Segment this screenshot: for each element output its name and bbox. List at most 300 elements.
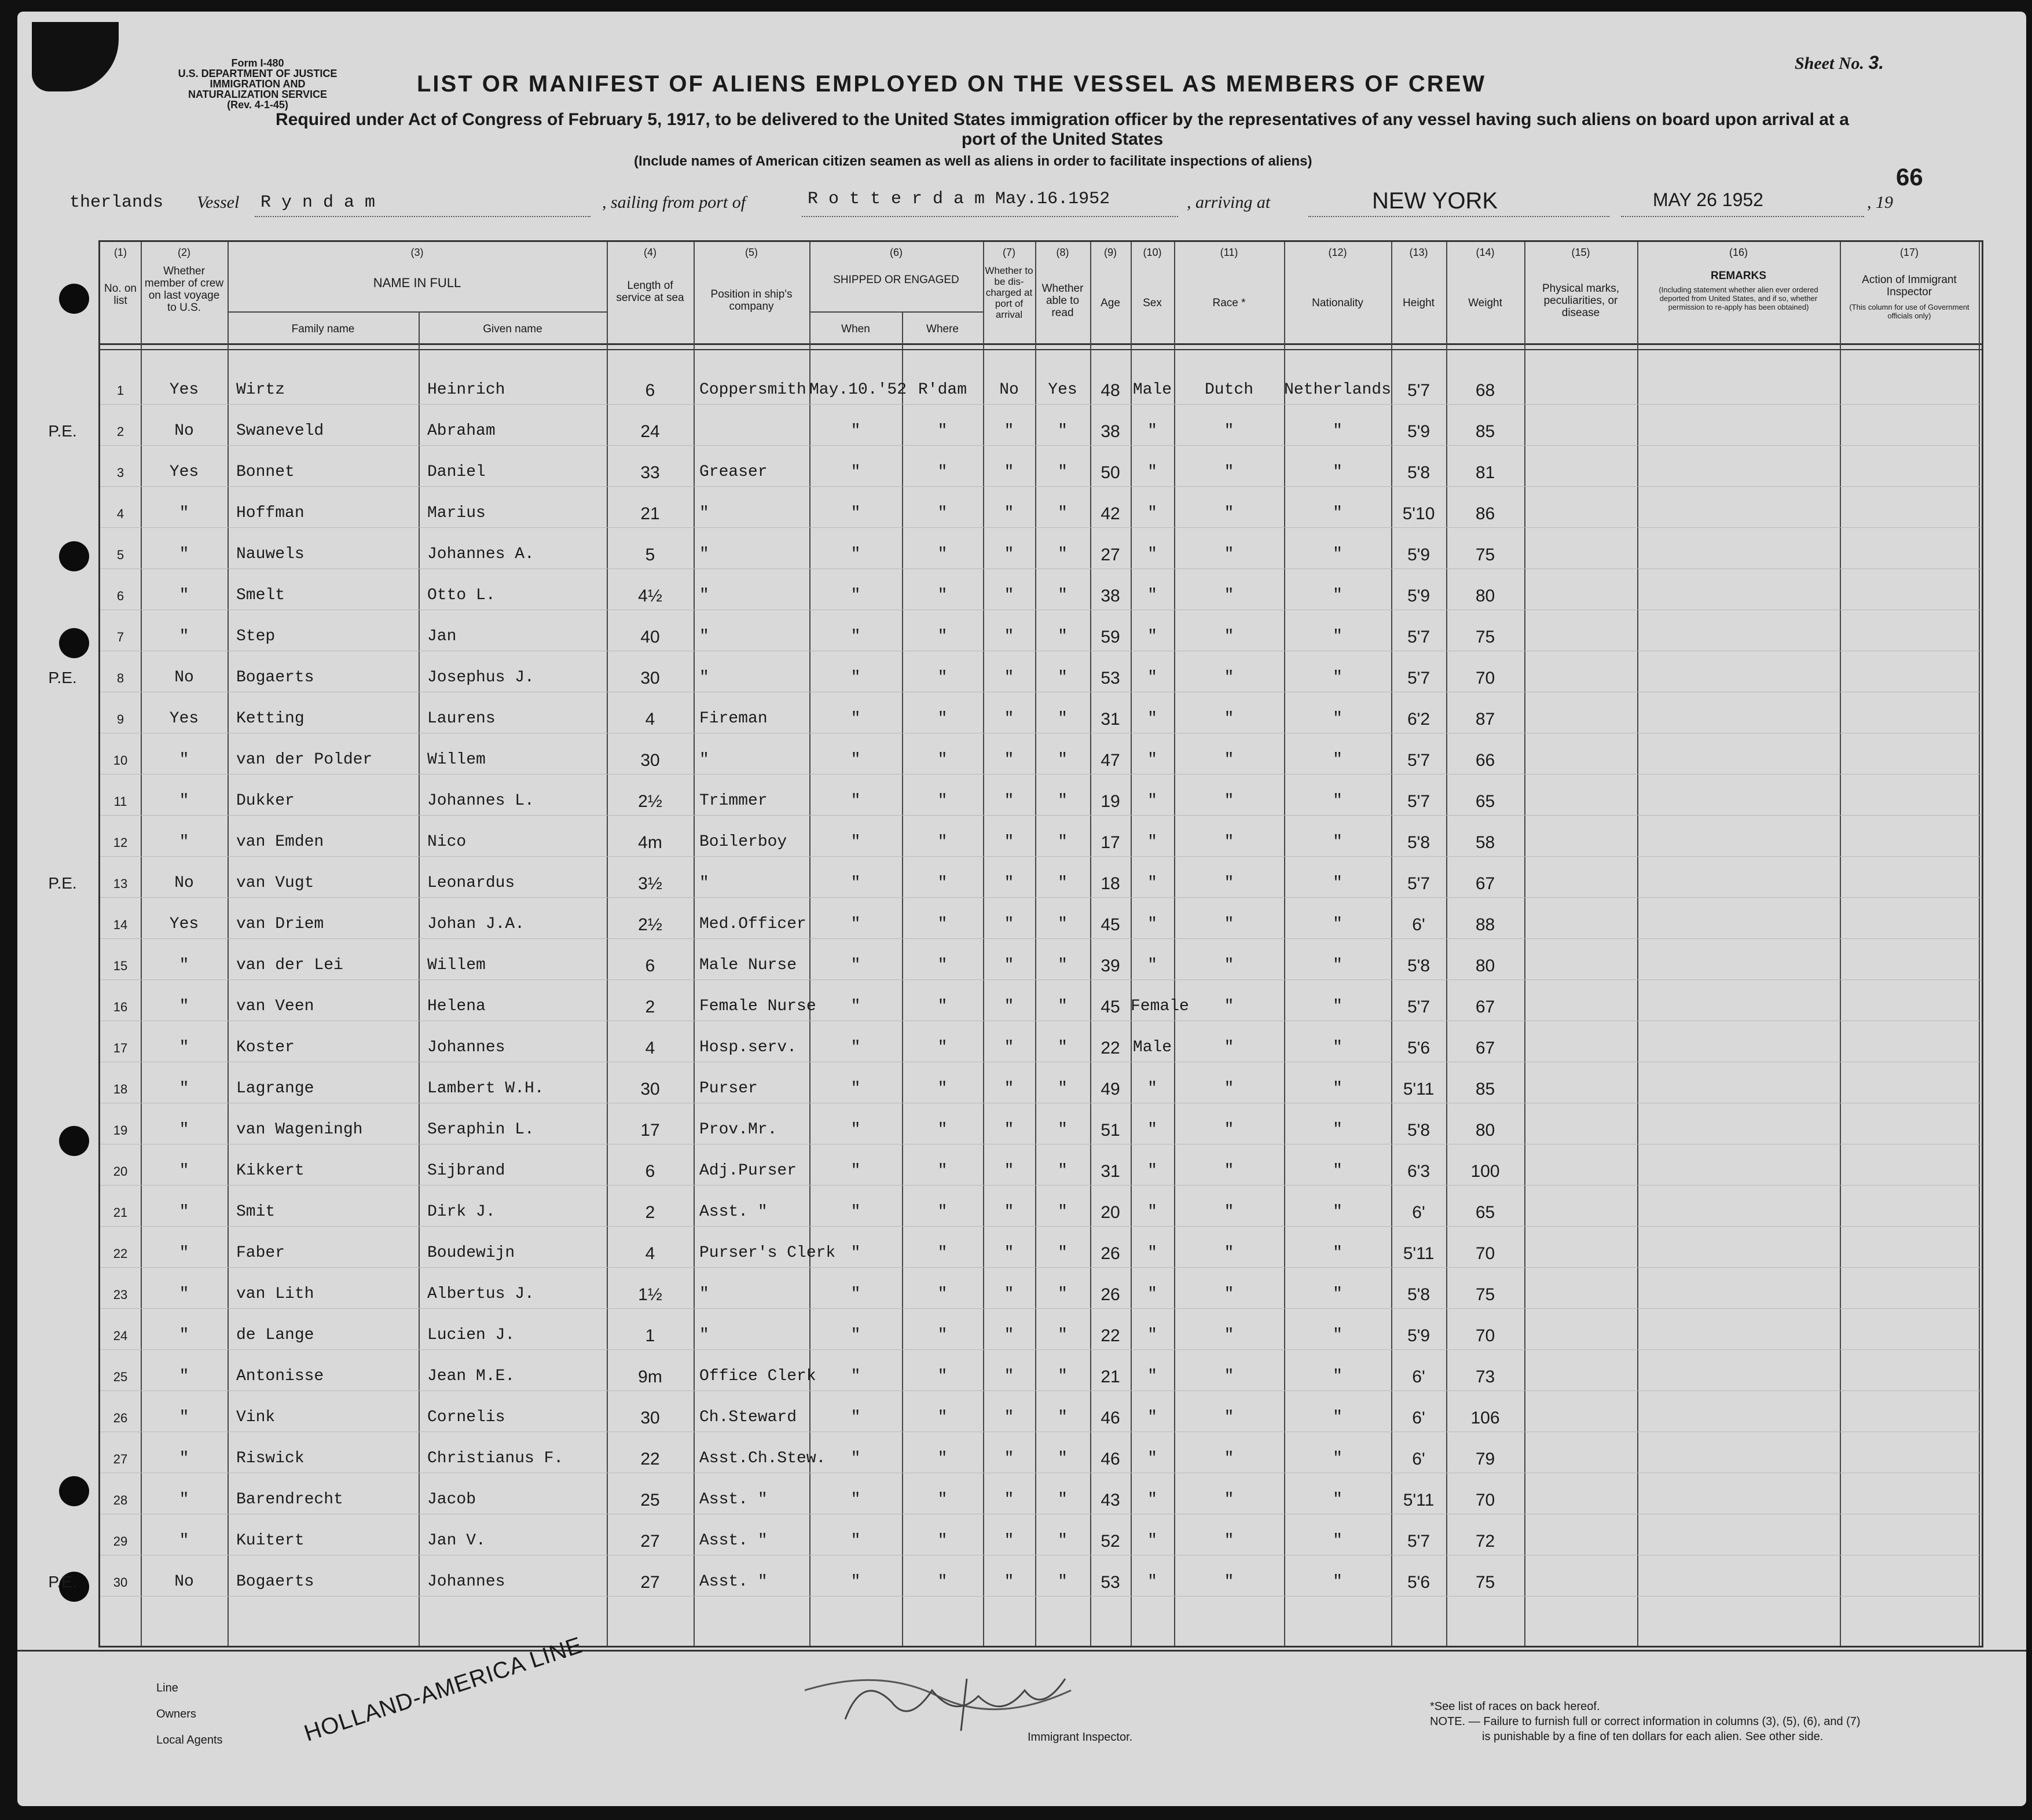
cell-family: Kuitert — [236, 1532, 305, 1550]
cell-age: 19 — [1101, 792, 1120, 811]
cell-sex: " — [1147, 586, 1157, 604]
cell-crew: Yes — [169, 381, 199, 399]
cell-height: 5'7 — [1407, 751, 1431, 770]
cell-weight: 80 — [1475, 586, 1495, 606]
cell-mark: P.E. — [48, 1573, 77, 1591]
cell-race: " — [1224, 956, 1234, 974]
cell-given: Nico — [427, 833, 467, 851]
cell-age: 27 — [1101, 545, 1120, 564]
cell-weight: 75 — [1475, 545, 1495, 564]
header-remarks-note: (Including statement whether alien ever ordered deported from United States, and if so, whether permission to re-apply has been obtained) — [1659, 285, 1818, 311]
cell-nat: " — [1333, 1450, 1343, 1467]
cell-position: Asst. " — [699, 1573, 768, 1591]
cell-height: 5'8 — [1407, 1121, 1431, 1140]
cell-weight: 106 — [1470, 1408, 1500, 1428]
row-rule — [100, 1267, 1982, 1268]
cell-where: " — [937, 1450, 948, 1467]
cell-nat: " — [1333, 1573, 1343, 1591]
cell-disch: " — [1004, 956, 1014, 974]
cell-where: " — [937, 833, 948, 851]
cell-position: Asst. " — [699, 1203, 768, 1221]
cell-given: Jan V. — [427, 1532, 486, 1550]
cell-where: " — [937, 1162, 948, 1180]
cell-given: Josephus J. — [427, 669, 534, 687]
row-rule — [100, 815, 1982, 816]
header-no-on-list: No. on list — [104, 282, 137, 307]
cell-no: 25 — [113, 1370, 128, 1384]
cell-family: van Lith — [236, 1285, 314, 1303]
cell-when: " — [850, 1573, 861, 1591]
cell-given: Jan — [427, 628, 457, 645]
cell-when: " — [850, 504, 861, 522]
cell-crew: Yes — [169, 463, 199, 481]
cell-disch: " — [1004, 586, 1014, 604]
cell-when: " — [850, 1491, 861, 1509]
cell-age: 49 — [1101, 1080, 1120, 1099]
cell-family: Kikkert — [236, 1162, 305, 1180]
colnum-1: (1) — [114, 247, 127, 258]
cell-family: Step — [236, 628, 276, 645]
cell-family: Smit — [236, 1203, 276, 1221]
cell-crew: No — [174, 669, 194, 687]
header-where: Where — [926, 323, 959, 335]
cell-weight: 72 — [1475, 1532, 1495, 1551]
inspector-signature — [793, 1656, 1140, 1737]
cell-given: Heinrich — [427, 381, 505, 399]
cell-where: " — [937, 628, 948, 645]
cell-read: " — [1058, 874, 1068, 892]
year-label: , 19 — [1867, 193, 1893, 212]
cell-crew: No — [174, 422, 194, 440]
cell-nat: Netherlands — [1284, 381, 1391, 399]
cell-service: 21 — [640, 504, 660, 523]
cell-family: Lagrange — [236, 1080, 314, 1098]
cell-crew: " — [179, 956, 189, 974]
cell-disch: " — [1004, 1162, 1014, 1180]
cell-where: " — [937, 1121, 948, 1139]
cell-service: 33 — [640, 463, 660, 482]
cell-sex: " — [1147, 956, 1157, 974]
cell-crew: " — [179, 1244, 189, 1262]
cell-read: " — [1058, 1285, 1068, 1303]
cell-age: 20 — [1101, 1203, 1120, 1222]
cell-disch: " — [1004, 1367, 1014, 1385]
cell-no: 10 — [113, 753, 128, 768]
cell-nat: " — [1333, 586, 1343, 604]
cell-weight: 81 — [1475, 463, 1495, 482]
cell-when: " — [850, 422, 861, 440]
cell-no: 19 — [113, 1123, 128, 1138]
cell-where: " — [937, 1039, 948, 1056]
cell-disch: " — [1004, 1450, 1014, 1467]
cell-nat: " — [1333, 1532, 1343, 1550]
cell-weight: 70 — [1475, 1326, 1495, 1345]
cell-when: " — [850, 1244, 861, 1262]
cell-read: " — [1058, 1450, 1068, 1467]
cell-crew: " — [179, 997, 189, 1015]
cell-when: " — [850, 1285, 861, 1303]
header-remarks: REMARKS — [1710, 270, 1767, 282]
cell-where: " — [937, 1573, 948, 1591]
cell-age: 42 — [1101, 504, 1120, 523]
cell-no: 26 — [113, 1411, 128, 1425]
cell-no: 24 — [113, 1329, 128, 1343]
cell-crew: " — [179, 1450, 189, 1467]
cell-mark: P.E. — [48, 422, 77, 440]
cell-race: Dutch — [1204, 381, 1253, 399]
cell-position: Office Clerk — [699, 1367, 816, 1385]
row-rule — [100, 1226, 1982, 1227]
cell-crew: Yes — [169, 710, 199, 728]
cell-when: " — [850, 1080, 861, 1098]
cell-height: 5'9 — [1407, 586, 1431, 606]
cell-crew: " — [179, 1367, 189, 1385]
cell-race: " — [1224, 545, 1234, 563]
cell-family: Barendrecht — [236, 1491, 343, 1509]
cell-when: " — [850, 1203, 861, 1221]
arriving-label: , arriving at — [1187, 193, 1271, 212]
cell-race: " — [1224, 1162, 1234, 1180]
cell-race: " — [1224, 1285, 1234, 1303]
cell-service: 22 — [640, 1450, 660, 1469]
form-service: IMMIGRATION AND NATURALIZATION SERVICE — [188, 78, 327, 100]
cell-nat: " — [1333, 751, 1343, 769]
cell-sex: " — [1147, 874, 1157, 892]
cell-when: " — [850, 956, 861, 974]
cell-no: 16 — [113, 1000, 128, 1014]
cell-no: 18 — [113, 1082, 128, 1096]
cell-when: " — [850, 833, 861, 851]
cell-no: 28 — [113, 1493, 128, 1507]
cell-race: " — [1224, 1326, 1234, 1344]
form-id: Form I-480 — [231, 57, 284, 69]
cell-when: " — [850, 1039, 861, 1056]
cell-disch: " — [1004, 792, 1014, 810]
cell-where: " — [937, 1326, 948, 1344]
cell-position: " — [699, 669, 709, 687]
punch-hole — [59, 1476, 89, 1506]
cell-disch: " — [1004, 1285, 1014, 1303]
cell-when: " — [850, 710, 861, 728]
cell-disch: No — [999, 381, 1019, 399]
cell-where: " — [937, 1408, 948, 1426]
cell-disch: " — [1004, 751, 1014, 769]
cell-height: 6' — [1412, 1203, 1425, 1222]
sailing-label: , sailing from port of — [602, 193, 746, 212]
header-discharged: Whether to be dis-charged at port of arrival — [985, 265, 1033, 320]
cell-where: " — [937, 710, 948, 728]
cell-weight: 85 — [1475, 422, 1495, 441]
colnum-12: (12) — [1328, 247, 1347, 258]
cell-service: 5 — [645, 545, 655, 564]
cell-service: 6 — [645, 381, 655, 400]
form-dept: U.S. DEPARTMENT OF JUSTICE — [178, 68, 338, 79]
cell-where: " — [937, 751, 948, 769]
cell-disch: " — [1004, 422, 1014, 440]
cell-age: 50 — [1101, 463, 1120, 482]
cell-no: 29 — [113, 1534, 128, 1549]
header-inspector-note: (This column for use of Government officials only) — [1849, 303, 1969, 320]
cell-age: 51 — [1101, 1121, 1120, 1140]
cell-where: " — [937, 1285, 948, 1303]
cell-position: Boilerboy — [699, 833, 787, 851]
vessel-name: R y n d a m — [261, 193, 376, 212]
subtitle-2: port of the United States — [961, 130, 1164, 149]
cell-service: 4m — [638, 833, 662, 852]
cell-age: 45 — [1101, 915, 1120, 934]
cell-given: Albertus J. — [427, 1285, 534, 1303]
cell-read: " — [1058, 1491, 1068, 1509]
page-number: 66 — [1896, 163, 1923, 190]
cell-age: 31 — [1101, 1162, 1120, 1181]
cell-nat: " — [1333, 1367, 1343, 1385]
cell-position: Female Nurse — [699, 997, 816, 1015]
cell-nat: " — [1333, 1285, 1343, 1303]
cell-position: " — [699, 586, 709, 604]
cell-crew: " — [179, 1408, 189, 1426]
cell-family: van der Lei — [236, 956, 343, 974]
cell-weight: 70 — [1475, 1244, 1495, 1263]
cell-age: 53 — [1101, 1573, 1120, 1592]
cell-nat: " — [1333, 1491, 1343, 1509]
cell-read: " — [1058, 710, 1068, 728]
cell-when: May.10.'52 — [809, 381, 907, 399]
cell-no: 20 — [113, 1164, 128, 1179]
cell-age: 48 — [1101, 381, 1120, 400]
cell-nat: " — [1333, 956, 1343, 974]
cell-sex: " — [1147, 1326, 1157, 1344]
cell-disch: " — [1004, 833, 1014, 851]
cell-race: " — [1224, 1367, 1234, 1385]
cell-weight: 75 — [1475, 1573, 1495, 1592]
row-rule — [100, 979, 1982, 980]
cell-race: " — [1224, 1491, 1234, 1509]
cell-read: " — [1058, 915, 1068, 933]
cell-nat: " — [1333, 792, 1343, 810]
cell-family: van Veen — [236, 997, 314, 1015]
colnum-14: (14) — [1476, 247, 1495, 258]
cell-family: Hoffman — [236, 504, 305, 522]
punch-hole — [59, 628, 89, 658]
cell-no: 12 — [113, 835, 128, 850]
header-physical-marks: Physical marks, peculiarities, or disease — [1542, 282, 1620, 319]
cell-age: 43 — [1101, 1491, 1120, 1510]
cell-age: 21 — [1101, 1367, 1120, 1386]
header-sex: Sex — [1143, 297, 1162, 309]
cell-nat: " — [1333, 874, 1343, 892]
cell-sex: " — [1147, 1408, 1157, 1426]
cell-race: " — [1224, 504, 1234, 522]
cell-family: Antonisse — [236, 1367, 324, 1385]
cell-sex: " — [1147, 710, 1157, 728]
cell-disch: " — [1004, 1408, 1014, 1426]
cell-age: 53 — [1101, 669, 1120, 688]
cell-position: " — [699, 628, 709, 645]
cell-given: Dirk J. — [427, 1203, 496, 1221]
cell-position: Med.Officer — [699, 915, 806, 933]
cell-no: 2 — [116, 424, 124, 439]
cell-height: 5'7 — [1407, 669, 1431, 688]
cell-race: " — [1224, 1203, 1234, 1221]
cell-read: " — [1058, 422, 1068, 440]
row-rule — [100, 774, 1982, 775]
cell-family: Wirtz — [236, 381, 285, 399]
row-rule — [100, 1596, 1982, 1597]
cell-no: 11 — [113, 794, 127, 809]
cell-position: " — [699, 1285, 709, 1303]
cell-read: " — [1058, 1121, 1068, 1139]
subtitle-1: Required under Act of Congress of February 5, 1917, to be delivered to the United States immigration officer by the representatives of any vessel having such aliens on board upon arrival at a — [276, 110, 1849, 129]
cell-read: Yes — [1048, 381, 1077, 399]
cell-disch: " — [1004, 669, 1014, 687]
cell-nat: " — [1333, 997, 1343, 1015]
cell-read: " — [1058, 669, 1068, 687]
crew-table — [48, 240, 1983, 1647]
cell-position: Trimmer — [699, 792, 768, 810]
cell-read: " — [1058, 545, 1068, 563]
cell-height: 5'7 — [1407, 792, 1431, 811]
colnum-4: (4) — [644, 247, 656, 258]
cell-when: " — [850, 463, 861, 481]
cell-crew: " — [179, 833, 189, 851]
cell-position: " — [699, 874, 709, 892]
colnum-10: (10) — [1143, 247, 1162, 258]
cell-position: Asst. " — [699, 1491, 768, 1509]
header-crew-last-voyage: Whether member of crew on last voyage to U.S. — [144, 265, 224, 314]
cell-given: Helena — [427, 997, 486, 1015]
cell-height: 5'8 — [1407, 956, 1431, 975]
cell-family: Koster — [236, 1039, 295, 1056]
cell-service: 6 — [645, 1162, 655, 1181]
cell-weight: 66 — [1475, 751, 1495, 770]
header-family-name: Family name — [291, 323, 355, 335]
row-rule — [100, 404, 1982, 405]
subtitle-3: (Include names of American citizen seamen as well as aliens in order to facilitate inspections of aliens) — [634, 153, 1312, 169]
cell-read: " — [1058, 1326, 1068, 1344]
cell-where: " — [937, 997, 948, 1015]
cell-crew: " — [179, 1532, 189, 1550]
cell-given: Christianus F. — [427, 1450, 564, 1467]
cell-age: 46 — [1101, 1450, 1120, 1469]
cell-disch: " — [1004, 504, 1014, 522]
cell-disch: " — [1004, 1573, 1014, 1591]
colnum-9: (9) — [1104, 247, 1117, 258]
cell-sex: " — [1147, 833, 1157, 851]
cell-position: Asst.Ch.Stew. — [699, 1450, 826, 1467]
header-age: Age — [1101, 297, 1120, 309]
cell-family: Nauwels — [236, 545, 305, 563]
cell-where: " — [937, 915, 948, 933]
cell-no: 9 — [116, 712, 124, 726]
cell-sex: " — [1147, 1285, 1157, 1303]
cell-position: Coppersmith — [699, 381, 806, 399]
cell-nat: " — [1333, 1121, 1343, 1139]
cell-position: Purser's Clerk — [699, 1244, 836, 1262]
inspector-label: Immigrant Inspector. — [1028, 1731, 1133, 1744]
cell-service: 27 — [640, 1532, 660, 1551]
cell-position: " — [699, 545, 709, 563]
name-divider — [228, 311, 607, 313]
row-rule — [100, 527, 1982, 528]
cell-nat: " — [1333, 710, 1343, 728]
cell-crew: " — [179, 1162, 189, 1180]
cell-service: 3½ — [638, 874, 662, 893]
cell-sex: " — [1147, 422, 1157, 440]
cell-read: " — [1058, 463, 1068, 481]
cell-sex: " — [1147, 1162, 1157, 1180]
cell-service: 30 — [640, 669, 660, 688]
cell-race: " — [1224, 833, 1234, 851]
cell-crew: No — [174, 1573, 194, 1591]
cell-height: 5'11 — [1403, 1080, 1435, 1099]
colnum-13: (13) — [1409, 247, 1428, 258]
header-shipped-engaged: SHIPPED OR ENGAGED — [833, 274, 959, 286]
cell-service: 27 — [640, 1573, 660, 1592]
cell-height: 5'7 — [1407, 1532, 1431, 1551]
cell-crew: " — [179, 586, 189, 604]
cell-nat: " — [1333, 915, 1343, 933]
header-given-name: Given name — [483, 323, 542, 335]
cell-given: Seraphin L. — [427, 1121, 534, 1139]
cell-read: " — [1058, 956, 1068, 974]
cell-when: " — [850, 586, 861, 604]
cell-disch: " — [1004, 545, 1014, 563]
cell-where: " — [937, 545, 948, 563]
cell-where: " — [937, 1080, 948, 1098]
cell-crew: " — [179, 628, 189, 645]
cell-race: " — [1224, 1244, 1234, 1262]
cell-no: 22 — [113, 1246, 128, 1261]
cell-crew: No — [174, 874, 194, 892]
cell-given: Lucien J. — [427, 1326, 515, 1344]
cell-weight: 65 — [1475, 792, 1495, 811]
cell-family: van der Polder — [236, 751, 373, 769]
cell-weight: 100 — [1470, 1162, 1500, 1181]
cell-race: " — [1224, 792, 1234, 810]
sheet-label: Sheet No. — [1795, 54, 1864, 73]
form-rev: (Rev. 4-1-45) — [227, 99, 288, 111]
cell-height: 6' — [1412, 1367, 1425, 1386]
torn-corner — [32, 22, 119, 91]
cell-read: " — [1058, 751, 1068, 769]
cell-sex: Male — [1132, 1039, 1172, 1056]
cell-given: Johannes A. — [427, 545, 534, 563]
cell-given: Otto L. — [427, 586, 496, 604]
cell-height: 6' — [1412, 915, 1425, 934]
cell-sex: " — [1147, 463, 1157, 481]
header-position: Position in ship's company — [710, 288, 793, 313]
cell-where: " — [937, 792, 948, 810]
cell-sex: " — [1147, 1203, 1157, 1221]
cell-weight: 70 — [1475, 1491, 1495, 1510]
cell-height: 5'10 — [1402, 504, 1435, 523]
cell-race: " — [1224, 1080, 1234, 1098]
colnum-17: (17) — [1899, 247, 1919, 258]
cell-service: 24 — [640, 422, 660, 441]
cell-where: " — [937, 1244, 948, 1262]
cell-when: " — [850, 1450, 861, 1467]
cell-position: Purser — [699, 1080, 758, 1098]
cell-sex: " — [1147, 1367, 1157, 1385]
cell-race: " — [1224, 710, 1234, 728]
cell-height: 5'9 — [1407, 1326, 1431, 1345]
row-rule — [100, 1390, 1982, 1391]
cell-height: 5'7 — [1407, 381, 1431, 400]
cell-sex: " — [1147, 1491, 1157, 1509]
cell-when: " — [850, 545, 861, 563]
cell-race: " — [1224, 915, 1234, 933]
cell-service: 40 — [640, 628, 660, 647]
